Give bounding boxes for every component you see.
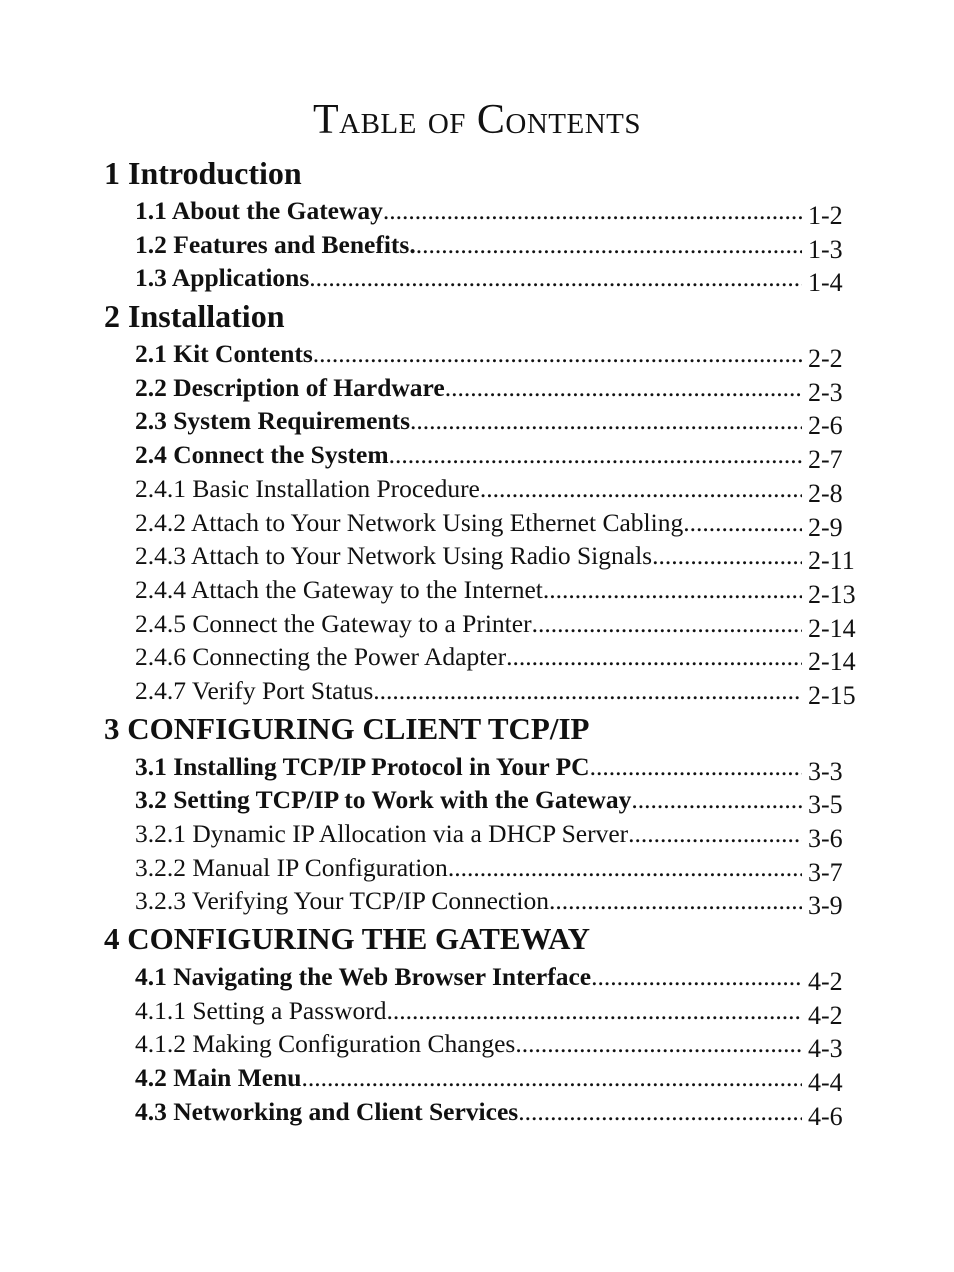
toc-entry[interactable] bbox=[104, 783, 864, 820]
toc-entry[interactable] bbox=[104, 994, 864, 1028]
toc-page-number: 3-7 bbox=[808, 857, 843, 887]
toc-page-number: 2-6 bbox=[808, 411, 843, 441]
toc-entry-label: 4.1.2 Making Configuration Changes bbox=[135, 1029, 516, 1059]
toc-page-number: 2-14 bbox=[808, 613, 856, 643]
chapter-heading[interactable]: 4 CONFIGURING THE GATEWAY bbox=[104, 921, 591, 957]
toc-entry[interactable] bbox=[104, 607, 864, 641]
toc-entry-label: 2.4.7 Verify Port Status bbox=[135, 675, 374, 705]
toc-entry[interactable] bbox=[104, 851, 864, 885]
chapter-heading[interactable]: 1 Introduction bbox=[104, 155, 302, 191]
chapter-heading[interactable]: 3 CONFIGURING CLIENT TCP/IP bbox=[104, 710, 590, 746]
dot-leader bbox=[628, 817, 802, 851]
toc-entry-label: 2.2 Description of Hardware bbox=[135, 372, 445, 402]
dot-leader bbox=[631, 783, 802, 817]
dot-leader bbox=[301, 1061, 802, 1095]
toc-entry-label: 2.4.3 Attach to Your Network Using Radio Signals bbox=[135, 541, 653, 571]
toc-page-number: 4-2 bbox=[808, 1000, 843, 1030]
toc-page-number: 1-3 bbox=[808, 234, 843, 264]
toc-entry-label: 2.4.1 Basic Installation Procedure bbox=[135, 473, 480, 503]
toc-entry-label: 2.4.4 Attach the Gateway to the Internet bbox=[135, 574, 543, 604]
toc-entry-label: 3.2 Setting TCP/IP to Work with the Gateway bbox=[135, 785, 632, 815]
dot-leader bbox=[309, 261, 802, 295]
dot-leader bbox=[506, 640, 802, 674]
toc-entry-label: 1.1 About the Gateway bbox=[135, 196, 383, 225]
dot-leader bbox=[480, 472, 802, 506]
toc-page-number: 2-11 bbox=[808, 546, 855, 576]
toc-entry[interactable] bbox=[104, 404, 864, 441]
page-title: Table of Contents bbox=[312, 97, 642, 143]
toc-entry-label: 1.2 Features and Benefits. bbox=[135, 229, 416, 259]
toc-entry-label: 2.4.6 Connecting the Power Adapter bbox=[135, 642, 507, 672]
toc-entry[interactable] bbox=[104, 1027, 864, 1064]
toc-page-number: 2-9 bbox=[808, 512, 843, 542]
toc-page-number: 4-2 bbox=[808, 967, 843, 997]
dot-leader bbox=[383, 194, 802, 228]
dot-leader bbox=[532, 607, 802, 641]
toc-entry-label: 3.2.1 Dynamic IP Allocation via a DHCP Server bbox=[135, 819, 629, 848]
toc-entry-label: 4.1 Navigating the Web Browser Interface bbox=[135, 962, 592, 992]
toc-page-number: 2-8 bbox=[808, 478, 843, 508]
toc-entry[interactable] bbox=[104, 438, 864, 475]
toc-entry[interactable] bbox=[104, 261, 864, 298]
dot-leader bbox=[373, 674, 802, 708]
toc-entry-label: 3.2.2 Manual IP Configuration bbox=[135, 852, 448, 882]
toc-entry[interactable] bbox=[104, 1061, 864, 1098]
dot-leader bbox=[683, 506, 802, 540]
toc-entry[interactable] bbox=[104, 960, 864, 997]
toc-page-number: 3-6 bbox=[808, 824, 843, 853]
toc-page-number: 4-4 bbox=[808, 1068, 843, 1098]
dot-leader bbox=[416, 228, 802, 262]
toc-entry-label: 1.3 Applications bbox=[135, 263, 310, 293]
toc-entry[interactable] bbox=[104, 506, 864, 540]
toc-entry[interactable] bbox=[104, 573, 864, 607]
toc-entry[interactable] bbox=[104, 884, 864, 921]
toc-entry[interactable] bbox=[104, 674, 864, 708]
dot-leader bbox=[448, 851, 802, 885]
toc-page-number: 3-9 bbox=[808, 891, 843, 921]
toc-page-number: 2-14 bbox=[808, 647, 856, 677]
dot-leader bbox=[591, 960, 802, 994]
table-of-contents bbox=[104, 152, 864, 1129]
toc-entry-label: 2.3 System Requirements bbox=[135, 406, 411, 436]
toc-entry[interactable] bbox=[104, 371, 864, 405]
dot-leader bbox=[313, 337, 802, 371]
toc-entry[interactable] bbox=[104, 640, 864, 677]
toc-entry[interactable] bbox=[104, 817, 864, 851]
toc-page-number: 2-13 bbox=[808, 579, 856, 609]
toc-page-number: 3-5 bbox=[808, 790, 843, 820]
dot-leader bbox=[549, 884, 802, 918]
toc-entry-label: 4.3 Networking and Client Services bbox=[135, 1096, 519, 1126]
dot-leader bbox=[652, 539, 802, 573]
toc-entry-label: 2.4.5 Connect the Gateway to a Printer bbox=[135, 608, 532, 638]
toc-page-number: 1-2 bbox=[808, 201, 843, 230]
dot-leader bbox=[410, 404, 802, 438]
toc-entry[interactable] bbox=[104, 472, 864, 506]
toc-entry-label: 4.2 Main Menu bbox=[135, 1063, 302, 1093]
toc-entry[interactable] bbox=[104, 337, 864, 374]
toc-page-number: 2-3 bbox=[808, 377, 843, 407]
toc-entry-label: 2.4.2 Attach to Your Network Using Ethernet Cabling bbox=[135, 507, 684, 537]
dot-leader bbox=[543, 573, 802, 607]
toc-entry[interactable] bbox=[104, 539, 864, 576]
dot-leader bbox=[590, 750, 802, 784]
toc-entry-label: 3.1 Installing TCP/IP Protocol in Your PC bbox=[135, 751, 590, 781]
toc-page-number: 4-3 bbox=[808, 1034, 843, 1064]
toc-entry[interactable] bbox=[104, 194, 864, 228]
toc-entry[interactable] bbox=[104, 750, 864, 784]
toc-page-number: 2-7 bbox=[808, 445, 843, 475]
toc-entry-label: 2.1 Kit Contents bbox=[135, 339, 313, 369]
toc-entry[interactable] bbox=[104, 228, 864, 262]
toc-page-number: 3-3 bbox=[808, 756, 843, 786]
dot-leader bbox=[386, 994, 802, 1028]
dot-leader bbox=[515, 1027, 802, 1061]
toc-page-number: 2-2 bbox=[808, 344, 843, 374]
toc-entry-label: 3.2.3 Verifying Your TCP/IP Connection bbox=[135, 886, 549, 916]
toc-entry[interactable] bbox=[104, 1095, 864, 1129]
dot-leader bbox=[389, 438, 802, 472]
chapter-heading[interactable]: 2 Installation bbox=[104, 298, 285, 335]
dot-leader bbox=[445, 371, 802, 405]
toc-page-number: 1-4 bbox=[808, 268, 843, 298]
dot-leader bbox=[518, 1095, 802, 1129]
toc-page-number: 4-6 bbox=[808, 1101, 843, 1131]
toc-entry-label: 2.4 Connect the System bbox=[135, 440, 389, 470]
toc-entry-label: 4.1.1 Setting a Password bbox=[135, 995, 387, 1025]
toc-page-number: 2-15 bbox=[808, 680, 856, 710]
